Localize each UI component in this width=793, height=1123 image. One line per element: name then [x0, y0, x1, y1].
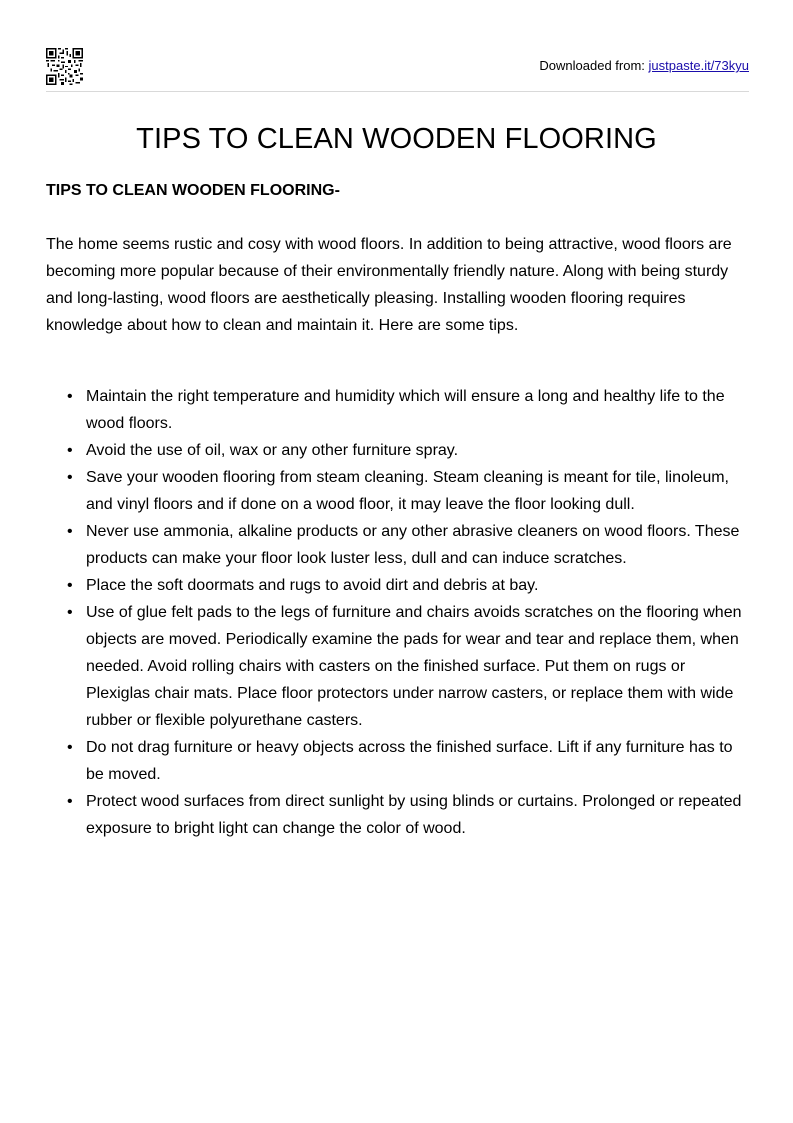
download-source [539, 58, 749, 73]
bullet-icon: • [67, 793, 73, 810]
list-item [67, 464, 751, 518]
section-heading: TIPS TO CLEAN WOODEN FLOORING- [46, 182, 340, 199]
intro-paragraph: The home seems rustic and cosy with wood floors. In addition to being attractive, wood floors are becoming more popular because of their environmentally friendly nature. Along with being sturdy and long-lasting, wood floors are aesthetically pleasing. Installing wooden flooring requires knowledge about how to clean and maintain it. Here are some tips. [46, 236, 732, 334]
list-item [67, 437, 751, 464]
list-item [67, 572, 751, 599]
page-header [46, 46, 749, 92]
list-item [67, 734, 751, 788]
list-item [67, 788, 751, 842]
bullet-icon: • [67, 388, 73, 405]
bullet-icon: • [67, 523, 73, 540]
tips-list [46, 383, 751, 842]
list-item-text: Place the soft doormats and rugs to avoid dirt and debris at bay. [86, 577, 539, 594]
bullet-icon: • [67, 442, 73, 459]
bullet-icon: • [67, 577, 73, 594]
bullet-icon: • [67, 604, 73, 621]
page-title: TIPS TO CLEAN WOODEN FLOORING [136, 123, 657, 155]
bullet-icon: • [67, 469, 73, 486]
list-item [67, 518, 751, 572]
list-item-text: Protect wood surfaces from direct sunlight by using blinds or curtains. Prolonged or repeated exposure to bright light can change the color of wood. [86, 793, 742, 837]
list-item-text: Never use ammonia, alkaline products or any other abrasive cleaners on wood floors. These products can make your floor look luster less, dull and can induce scratches. [86, 523, 740, 567]
list-item-text: Avoid the use of oil, wax or any other furniture spray. [86, 442, 459, 459]
download-source-label: Downloaded from: [539, 58, 649, 73]
list-item-text: Maintain the right temperature and humidity which will ensure a long and healthy life to the wood floors. [86, 388, 725, 432]
list-item-text: Do not drag furniture or heavy objects across the finished surface. Lift if any furniture has to be moved. [86, 739, 733, 783]
bullet-icon: • [67, 739, 73, 756]
list-item-text: Save your wooden flooring from steam cleaning. Steam cleaning is meant for tile, linoleum, and vinyl floors and if done on a wood floor, it may leave the floor looking dull. [86, 469, 729, 513]
list-item [67, 383, 751, 437]
list-item-text: Use of glue felt pads to the legs of furniture and chairs avoids scratches on the flooring when objects are moved. Periodically examine the pads for wear and tear and replace them, when needed. Avoid rolling chairs with casters on the finished surface. Put them on rugs or Plexiglas chair mats. Place floor protectors under narrow casters, or replace them with wide rubber or flexible polyurethane casters. [86, 604, 742, 729]
list-item [67, 599, 751, 734]
source-link[interactable]: justpaste.it/73kyu [648, 58, 749, 73]
qr-code-icon [46, 48, 83, 85]
